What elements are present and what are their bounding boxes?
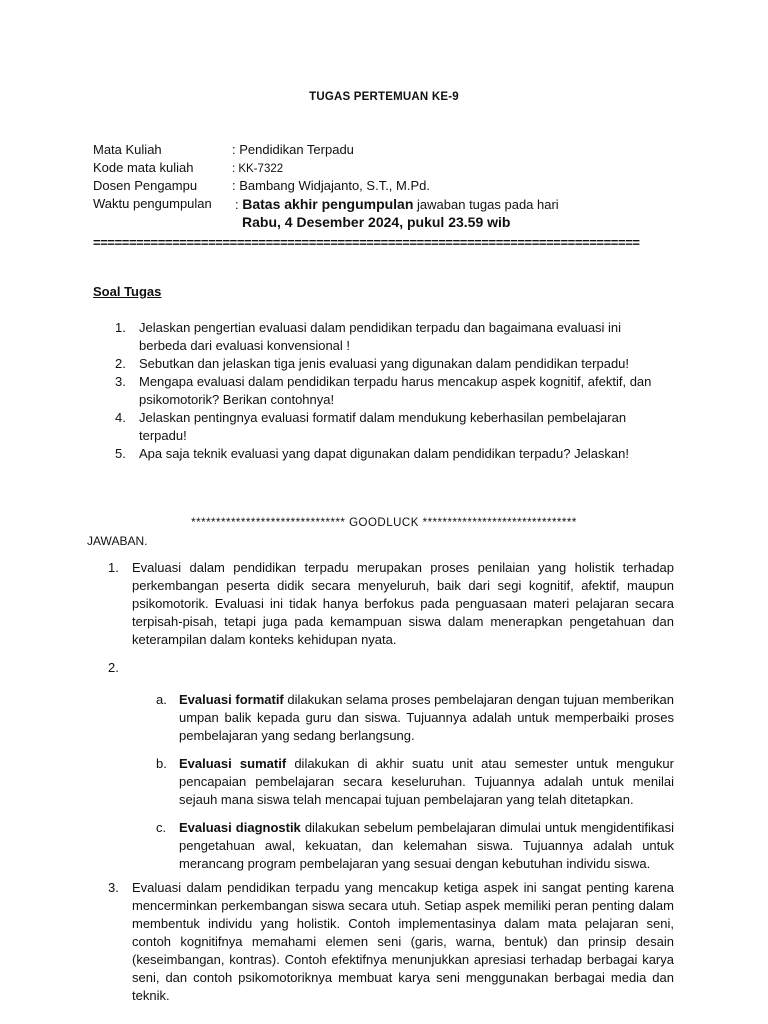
list-number: 1. xyxy=(115,320,126,335)
deadline-date: Rabu, 4 Desember 2024, pukul 23.59 wib xyxy=(242,214,511,230)
question-text: Sebutkan dan jelaskan tiga jenis evaluasi yang digunakan dalam pendidikan terpadu! xyxy=(139,356,630,371)
answer-text: Evaluasi dalam pendidikan terpadu merupakan proses penilaian yang holistik terhadap perkembangan peserta didik secara menyeluruh, baik dari segi kognitif, afektif, maupun psikomotorik. Evaluasi ini tidak hanya berfokus pada penguasaan materi pelajaran secara terpisah-pisah, tetapi juga pada kemampuan siswa dalam menerapkan pengetahuan dan keterampilan dalam konteks kehidupan nyata. xyxy=(132,560,674,647)
course-code-value-wrap xyxy=(232,159,283,178)
answers-heading: JAWABAN. xyxy=(87,534,148,548)
deadline-colon: : xyxy=(235,197,239,212)
list-item xyxy=(93,319,653,355)
question-text: Jelaskan pentingnya evaluasi formatif dalam mendukung keberhasilan pembelajaran terpadu! xyxy=(139,410,627,443)
answer-list xyxy=(108,559,674,1015)
question-text: Mengapa evaluasi dalam pendidikan terpadu harus mencakup aspek kognitif, afektif, dan psikomotorik? Berikan contohnya! xyxy=(139,374,652,407)
deadline-value xyxy=(235,195,559,214)
page-title: TUGAS PERTEMUAN KE-9 xyxy=(309,91,459,103)
list-item xyxy=(93,409,653,445)
separator-line: ============================================================================ xyxy=(93,236,640,250)
list-number: 3. xyxy=(115,374,126,389)
list-number: 5. xyxy=(115,446,126,461)
list-item xyxy=(93,355,653,373)
answer-text: Evaluasi dalam pendidikan terpadu yang mencakup ketiga aspek ini sangat penting karena mencerminkan perkembangan siswa secara utuh. Setiap aspek memiliki peran penting dalam membentuk individu yang holistik. Contoh implementasinya dalam mata pelajaran seni, contoh kognitifnya memahami elemen seni (garis, warna, bentuk) dan prinsip desain (keseimbangan, kontras). Contoh efektifnya menunjukkan apresiasi terhadap berbagai karya seni, dan contoh psikomotoriknya membuat karya seni menggunakan berbagai media dan teknik. xyxy=(132,880,674,1003)
question-text: Apa saja teknik evaluasi yang dapat digunakan dalam pendidikan terpadu? Jelaskan! xyxy=(139,446,630,461)
answer-item xyxy=(108,659,674,677)
course-name-value: : Pendidikan Terpadu xyxy=(232,142,354,157)
list-number: 2. xyxy=(108,660,119,675)
question-list xyxy=(93,319,653,463)
course-info-row xyxy=(93,177,693,195)
list-letter: a. xyxy=(156,692,167,707)
evaluation-description: dilakukan sebelum pembelajaran dimulai untuk mengidentifikasi pengetahuan awal, kekuatan, dan kelemahan siswa. Tujuannya adalah untuk merancang program pembelajaran yang sesuai dengan kebutuhan individu siswa. xyxy=(179,820,674,871)
list-number: 1. xyxy=(108,560,119,575)
evaluation-term: Evaluasi diagnostik xyxy=(179,820,301,835)
list-letter: b. xyxy=(156,756,167,771)
answer-item xyxy=(108,559,674,649)
questions-heading: Soal Tugas xyxy=(93,284,162,299)
deadline-label: Waktu pengumpulan xyxy=(93,196,212,211)
list-item xyxy=(93,445,653,463)
evaluation-term: Evaluasi formatif xyxy=(179,692,284,707)
course-info-row xyxy=(93,159,693,177)
course-info xyxy=(93,141,693,235)
list-number: 2. xyxy=(115,356,126,371)
evaluation-term: Evaluasi sumatif xyxy=(179,756,287,771)
lecturer-label: Dosen Pengampu xyxy=(93,178,198,193)
course-code-label: Kode mata kuliah xyxy=(93,160,194,175)
answer-subitem xyxy=(132,819,674,873)
course-name-label: Mata Kuliah xyxy=(93,142,162,157)
deadline-bold-text: Batas akhir pengumpulan xyxy=(242,196,414,212)
answer-subitem xyxy=(132,691,674,745)
question-text: Jelaskan pengertian evaluasi dalam pendidikan terpadu dan bagaimana evaluasi ini berbeda dari evaluasi konvensional ! xyxy=(139,320,622,353)
list-number: 3. xyxy=(108,880,119,895)
deadline-rest-text: jawaban tugas pada hari xyxy=(417,197,559,212)
answer-item xyxy=(108,879,674,1005)
course-info-row xyxy=(93,141,693,159)
evaluation-description: dilakukan di akhir suatu unit atau semester untuk mengukur pencapaian pembelajaran secara keseluruhan. Tujuannya adalah untuk menilai sejauh mana siswa telah mencapai tujuan pembelajaran yang telah ditetapkan. xyxy=(179,756,674,807)
course-info-row xyxy=(93,213,693,235)
list-item xyxy=(93,373,653,409)
goodluck-banner: ******************************* GOODLUCK ******************************* xyxy=(191,517,577,529)
lecturer-value: : Bambang Widjajanto, S.T., M.Pd. xyxy=(232,178,430,193)
evaluation-description: dilakukan selama proses pembelajaran dengan tujuan memberikan umpan balik kepada guru dan siswa. Tujuannya adalah untuk memperbaiki proses pembelajaran yang sedang berlangsung. xyxy=(179,692,675,743)
list-letter: c. xyxy=(156,820,167,835)
list-number: 4. xyxy=(115,410,126,425)
answer-subitem xyxy=(132,755,674,809)
course-info-row xyxy=(93,195,693,213)
course-code-value: : KK-7322 xyxy=(232,163,284,175)
